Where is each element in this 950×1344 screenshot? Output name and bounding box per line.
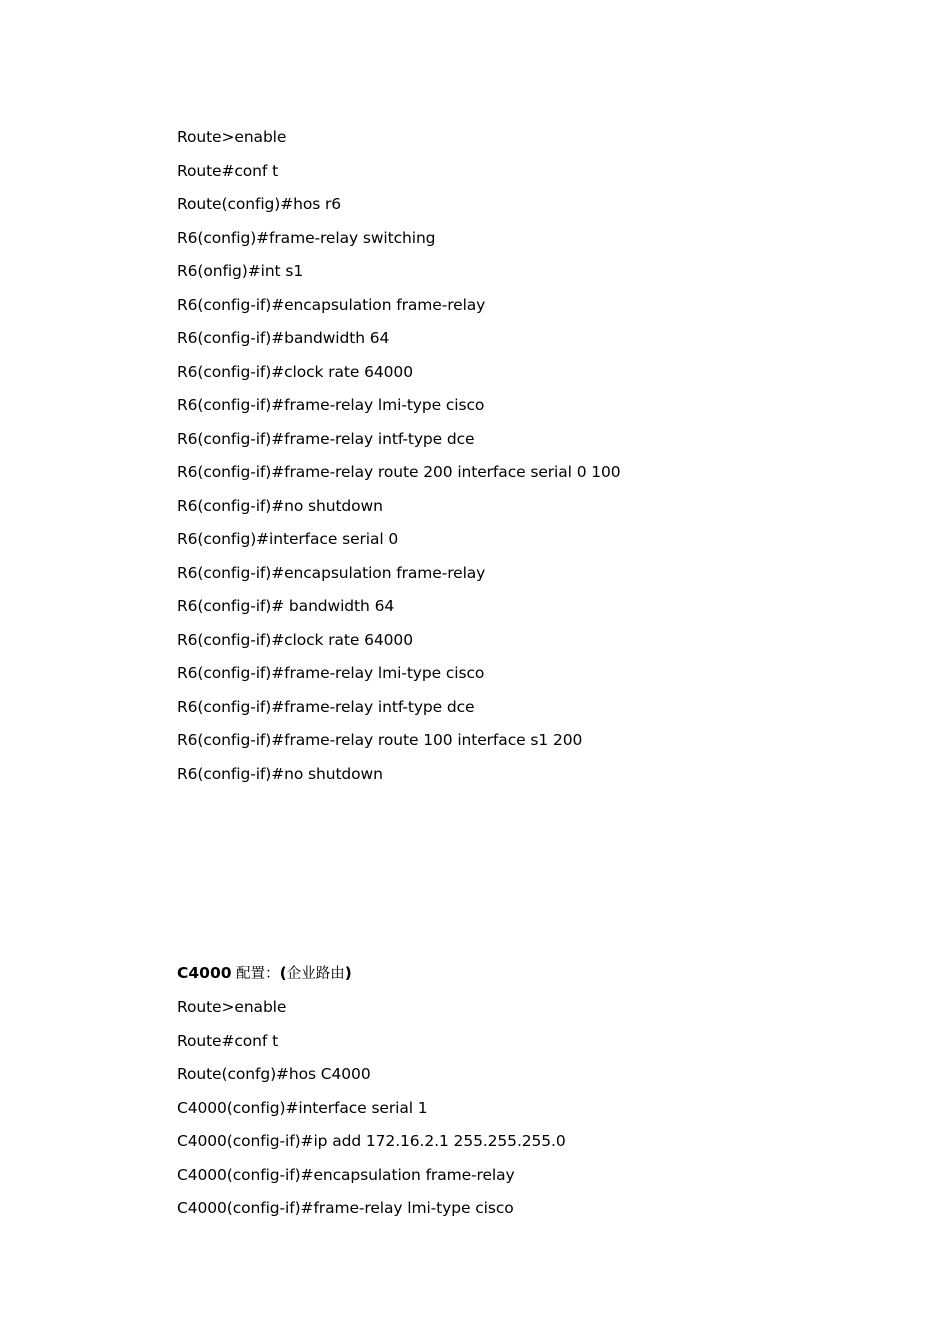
config-line: R6(config-if)#frame-relay intf-type dce xyxy=(177,697,475,716)
config-line: R6(config-if)#encapsulation frame-relay xyxy=(177,563,486,582)
config-line: R6(config-if)#no shutdown xyxy=(177,764,383,783)
config-line: Route>enable xyxy=(177,998,287,1016)
config-line: R6(config-if)#frame-relay intf-type dce xyxy=(177,429,475,448)
config-line: Route>enable xyxy=(177,128,287,146)
config-line: R6(config-if)# bandwidth 64 xyxy=(177,597,395,615)
config-line: R6(config)#frame-relay switching xyxy=(177,228,436,247)
config-line: C4000(config-if)#ip add 172.16.2.1 255.255.255.0 xyxy=(177,1132,566,1150)
config-line: R6(config-if)#frame-relay lmi-type cisco xyxy=(177,664,485,682)
config-line: R6(config-if)#no shutdown xyxy=(177,496,383,515)
config-line: C4000(config-if)#encapsulation frame-relay xyxy=(177,1165,515,1184)
config-line: R6(config-if)#frame-relay lmi-type cisco xyxy=(177,396,485,414)
config-line: Route(config)#hos r6 xyxy=(177,195,342,213)
config-line: C4000(config)#interface serial 1 xyxy=(177,1098,428,1117)
c4000-section-heading xyxy=(177,960,352,986)
config-line: Route#conf t xyxy=(177,161,279,180)
config-line: R6(config)#interface serial 0 xyxy=(177,530,399,548)
config-line: R6(config-if)#clock rate 64000 xyxy=(177,362,413,381)
config-line: R6(config-if)#clock rate 64000 xyxy=(177,630,413,649)
heading-open-paren: ( xyxy=(279,964,287,982)
heading-label: 配置： xyxy=(231,966,280,982)
c4000-config-block xyxy=(177,994,566,1229)
heading-description: 企业路由 xyxy=(286,966,345,982)
heading-close-paren: ) xyxy=(344,964,352,982)
config-line: R6(config-if)#frame-relay route 100 interface s1 200 xyxy=(177,731,583,749)
config-line: C4000(config-if)#frame-relay lmi-type cisco xyxy=(177,1199,514,1217)
config-line: Route(confg)#hos C4000 xyxy=(177,1065,371,1083)
config-line: R6(config-if)#encapsulation frame-relay xyxy=(177,295,486,314)
config-line: R6(config-if)#bandwidth 64 xyxy=(177,329,390,347)
heading-model: C4000 xyxy=(177,964,232,982)
config-line: R6(config-if)#frame-relay route 200 interface serial 0 100 xyxy=(177,463,621,481)
r6-config-block xyxy=(177,124,621,794)
config-line: Route#conf t xyxy=(177,1031,279,1050)
config-line: R6(onfig)#int s1 xyxy=(177,262,304,280)
